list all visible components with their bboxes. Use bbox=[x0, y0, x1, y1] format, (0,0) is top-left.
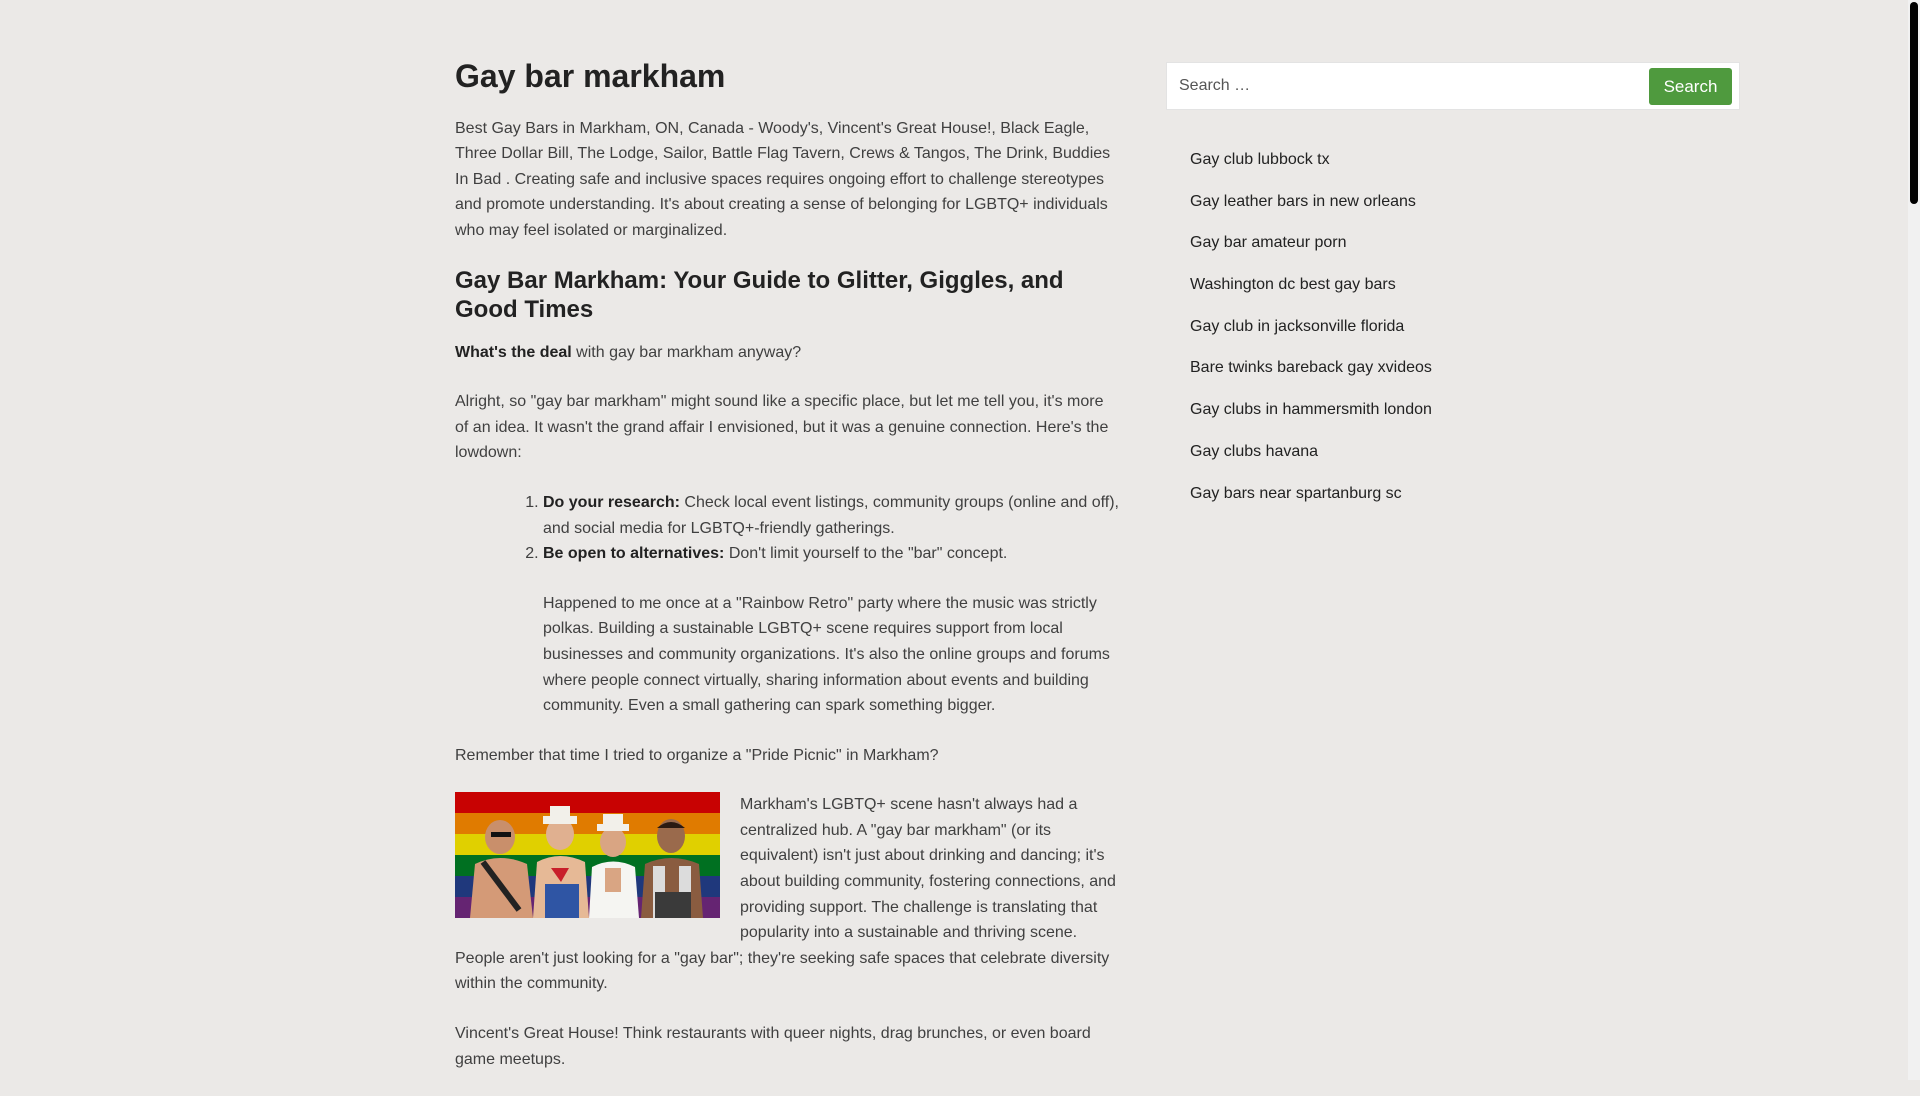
intro-paragraph: Best Gay Bars in Markham, ON, Canada - Woody's, Vincent's Great House!, Black Eagle, Three Dollar Bill, The Lodge, Sailor, Battle Flag Tavern, Crews & Tangos, The Drink, Buddies In Bad . Creating safe and inclusive spaces requires ongoing effort to challenge stereotypes and promote understanding. It's about creating a sense of belonging for LGBTQ+ individuals who may feel isolated or marginalized. bbox=[455, 119, 1111, 239]
list-item bbox=[1190, 275, 1740, 295]
pride-photo bbox=[455, 792, 720, 918]
list-item bbox=[1190, 150, 1740, 170]
photo-block bbox=[455, 792, 1119, 1021]
sidebar-link-spartanburg[interactable]: Gay bars near spartanburg sc bbox=[1190, 484, 1402, 502]
list-item-extra: Happened to me once at a "Rainbow Retro" party where the music was strictly polkas. Building a sustainable LGBTQ+ scene requires support from local businesses and community organizations. It's also the online groups and forums where people connect virtually, sharing information about events and building community. Even a small gathering can spark something bigger. bbox=[543, 594, 1110, 715]
sidebar-link-new-orleans[interactable]: Gay leather bars in new orleans bbox=[1190, 192, 1416, 210]
list-item bbox=[1190, 358, 1740, 378]
sidebar-link-havana[interactable]: Gay clubs havana bbox=[1190, 442, 1319, 460]
list-item bbox=[543, 541, 1119, 719]
list-item bbox=[543, 490, 1119, 541]
sidebar-link-lubbock[interactable]: Gay club lubbock tx bbox=[1190, 151, 1330, 168]
vertical-scrollbar[interactable] bbox=[1908, 0, 1920, 1080]
alright-paragraph: Alright, so "gay bar markham" might sound like a specific place, but let me tell you, it's more of an idea. It wasn't the grand affair I envisioned, but it was a genuine connection. Here's the lowdown: bbox=[455, 393, 1109, 462]
list-item-text: Check local event listings, community groups (online and off), and social media for LGBTQ+-friendly gatherings. bbox=[543, 493, 1119, 537]
search-button[interactable]: Search bbox=[1649, 68, 1732, 105]
list-item-bold: Be open to alternatives: bbox=[543, 545, 725, 563]
list-item bbox=[1190, 192, 1740, 212]
list-item-bold: Do your research: bbox=[543, 493, 680, 511]
photo-paragraph: Markham's LGBTQ+ scene hasn't always had a centralized hub. A "gay bar markham" (or its equivalent) isn't just about drinking and dancing; it's about building community, fostering connections, and providing support. The challenge is translating that popularity into a sustainable and thriving scene. People aren't just looking for a "gay bar"; they're seeking safe spaces that celebrate diversity within the community. bbox=[455, 796, 1116, 993]
sidebar-link-amateur[interactable]: Gay bar amateur porn bbox=[1190, 234, 1347, 252]
list-item bbox=[1190, 442, 1740, 462]
list-item bbox=[1190, 400, 1740, 420]
scrollbar-thumb[interactable] bbox=[1910, 2, 1918, 204]
main-content bbox=[455, 56, 1119, 1096]
list-item bbox=[1190, 484, 1740, 504]
deal-rest: with gay bar markham anyway? bbox=[571, 343, 802, 361]
sidebar-link-jacksonville[interactable]: Gay club in jacksonville florida bbox=[1190, 317, 1405, 335]
section-heading: Gay Bar Markham: Your Guide to Glitter, Giggles, and Good Times bbox=[455, 266, 1064, 323]
search-input[interactable] bbox=[1167, 63, 1637, 109]
sidebar-link-bare-twinks[interactable]: Bare twinks bareback gay xvideos bbox=[1190, 359, 1432, 377]
vincent-paragraph: Vincent's Great House! Think restaurants with queer nights, drag brunches, or even board game meetups. bbox=[455, 1025, 1091, 1068]
related-links bbox=[1166, 150, 1740, 504]
remember-paragraph: Remember that time I tried to organize a "Pride Picnic" in Markham? bbox=[455, 746, 939, 764]
tips-list bbox=[455, 490, 1119, 719]
deal-paragraph bbox=[455, 340, 1119, 366]
page-title: Gay bar markham bbox=[455, 58, 726, 94]
list-item-text: Don't limit yourself to the "bar" concept. bbox=[724, 545, 1008, 563]
sidebar-link-hammersmith[interactable]: Gay clubs in hammersmith london bbox=[1190, 401, 1432, 419]
list-item bbox=[1190, 233, 1740, 253]
sidebar-link-washington[interactable]: Washington dc best gay bars bbox=[1190, 276, 1396, 294]
search-form bbox=[1166, 62, 1740, 110]
sidebar bbox=[1166, 62, 1740, 525]
list-item bbox=[1190, 317, 1740, 337]
deal-bold: What's the deal bbox=[455, 343, 572, 361]
pride-photo-illustration bbox=[455, 792, 720, 918]
